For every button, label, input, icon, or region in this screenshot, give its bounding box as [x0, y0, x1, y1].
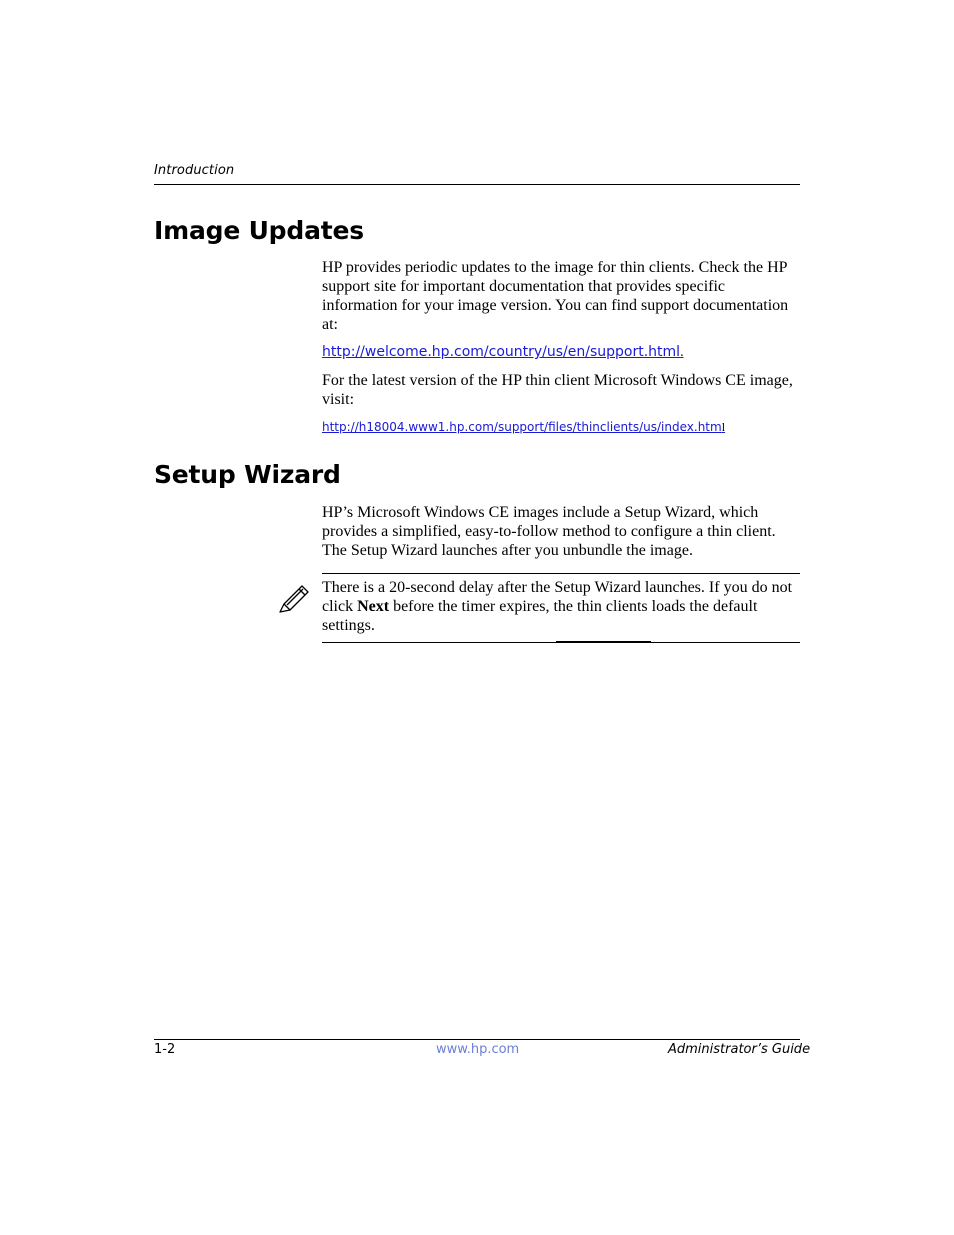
setup-wizard-paragraph: HP’s Microsoft Windows CE images include a Setup Wizard, which provides a simplified, easy-to-follow method to configure a thin client. The Setup Wizard launches after you unbundle the image.: [322, 504, 776, 559]
note-bottom-rule-accent: [556, 641, 651, 642]
footer-rule: [154, 1039, 800, 1040]
image-updates-paragraph-1: HP provides periodic updates to the image for thin clients. Check the HP support site for important documentation that provides specific information for your image version. You can find support documentation at:: [322, 259, 789, 333]
footer-guide-title: Administrator’s Guide: [668, 1042, 811, 1057]
page-number: 1-2: [154, 1042, 176, 1057]
support-link-row: [322, 344, 684, 361]
section-title-image-updates: Image Updates: [154, 216, 364, 245]
thinclient-link-suffix: l: [721, 420, 726, 434]
note-text-after: before the timer expires, the thin clients loads the default settings.: [322, 598, 758, 634]
running-header: Introduction: [154, 163, 235, 178]
image-updates-paragraph-2: For the latest version of the HP thin client Microsoft Windows CE image, visit:: [322, 372, 793, 408]
thinclient-link-row: [322, 420, 725, 435]
note-top-rule: [322, 573, 800, 574]
note-next-keyword: Next: [357, 598, 390, 615]
thinclient-download-link[interactable]: http://h18004.www1.hp.com/support/files/thinclients/us/index.htm: [322, 420, 722, 434]
section-title-setup-wizard: Setup Wizard: [154, 460, 341, 489]
note-pencil-icon: [278, 581, 312, 613]
header-rule: [154, 184, 800, 185]
support-link-suffix: .: [680, 345, 684, 360]
note-text: [322, 578, 800, 635]
note-text-before: There is a 20-second delay after the Setup Wizard launches. If you do not click: [322, 579, 793, 615]
note-bottom-rule: [322, 642, 800, 643]
footer-website[interactable]: www.hp.com: [436, 1042, 520, 1057]
support-link[interactable]: http://welcome.hp.com/country/us/en/support.html: [322, 344, 681, 360]
